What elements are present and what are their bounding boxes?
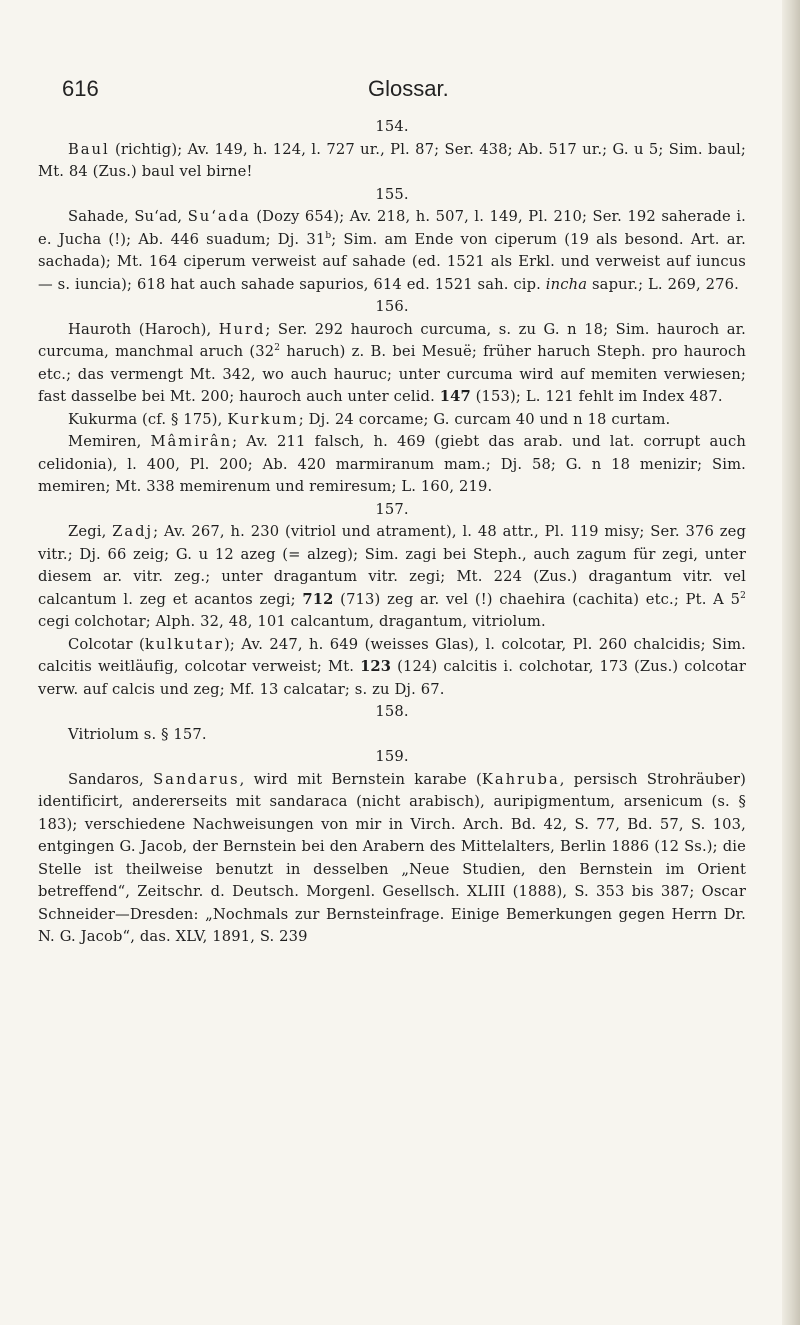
entry-text: Colcotar ( [68,635,145,653]
page-edge-shadow [782,0,800,1325]
entry-text: Sandarus [153,770,240,788]
entry-text: Baul [68,140,110,158]
section-number: 157. [375,500,409,518]
entry-text: cegi colchotar; Alph. 32, 48, 101 calcantum, dragantum, vitriolum. [38,613,546,630]
entry-text: ; Dj. 24 corcame; G. curcam 40 und n 18 curtam. [298,410,671,428]
entry-text: Su‘ada [187,208,251,225]
page-number: 616 [62,76,99,101]
entry-text: Kahruba [481,770,560,788]
entry-text: Vitriolum s. § 157. [68,725,207,743]
glossary-entry [38,634,746,702]
entry-text: ; Ser. 292 hauroch curcuma, s. zu G. n 18; Sim. hauroch ar. curcuma, manchmal aruch (32 [38,320,746,360]
running-head: Glossar. [368,76,449,101]
section-number: 155. [375,185,409,203]
entry-text: , persisch Strohräuber) identificirt, andererseits mit sandaraca (nicht arabisch), auripigmentum, arsenicum (s. § 183); verschiedene Nachweisungen von mir in Virch. Arch. Bd. 42, S. 77, Bd. 57, S. 103, entgingen G. Jacob, der Bernstein bei den Arabern des Mittelalters, Berlin 1886 (12 Ss.); die Stelle ist theilweise benutzt in desselben „Neue Studien, den Bernstein im Orient betreffend“, Zeitschr. d. Deutsch. Morgenl. Gesellsch. XLIII (1888), S. 353 bis 387; Oscar Schneider—Dresden: „Nochmals zur Bernsteinfrage. Einige Bemerkungen gegen Herrn Dr. N. G. Jacob“, das. XLV, 1891, S. 239 [38,770,746,945]
section-number: 158. [375,703,409,720]
entry-text: sapur.; L. 269, 276. [587,275,739,293]
entry-text: Sandaros, [68,770,154,788]
glossary-entry [38,431,746,499]
entry-text: , wird mit Bernstein karabe ( [239,770,482,788]
entry-text: Hurd [218,320,266,338]
entry-text: kulkutar [144,635,225,653]
entry-text: Zadj [112,523,154,540]
entry-text: Memiren, [68,433,151,450]
glossary-entry [38,206,746,296]
entry-text: ; Av. 211 falsch, h. 469 (giebt das arab. und lat. corrupt auch celidonia), l. 400, Pl. 200; Ab. 420 marmiranum mam.; Dj. 58; G. n 18 menizir; Sim. memiren; Mt. 338 memirenum und remiresum; L. 160, 219. [38,433,746,495]
page-header [62,76,762,108]
entry-text: ); Av. 247, h. 649 (weisses Glas), l. colcotar, Pl. 260 chalcidis; Sim. calcitis weitläufig, colcotar verweist; Mt. [38,635,746,675]
entry-text: ; Av. 267, h. 230 (vitriol und atrament), l. 48 attr., Pl. 119 misy; Ser. 376 zeg vitr.; Dj. 66 zeig; G. u 12 azeg (= alzeg); Sim. zagi bei Steph., auch zagum für zegi, unter diesem ar. vitr. zeg.; unter dragantum vitr. zegi; Mt. 224 (Zus.) dragantum vitr. vel calcantum l. zeg et acantos zegi; [38,523,746,608]
glossary-entry [38,521,746,634]
entry-text: 147 [439,388,471,405]
superscript: 2 [274,343,281,354]
glossary-entry [38,319,746,409]
entry-text: haruch) z. B. bei Mesuë; früher haruch Steph. pro hauroch etc.; das vermengt Mt. 342, wo auch hauruc; unter curcuma wird auf memiten verwiesen; fast dasselbe bei Mt. 200; hauroch auch unter celid. [38,343,746,405]
entry-text: 123 [360,658,392,675]
section-number: 154. [375,118,409,135]
entry-text: (richtig); Av. 149, h. 124, l. 727 ur., Pl. 87; Ser. 438; Ab. 517 ur.; G. u 5; Sim. baul; Mt. 84 (Zus.) baul vel birne! [38,140,746,180]
section-number: 159. [375,748,409,765]
superscript: b [325,230,332,241]
entry-text: Zegi, [68,523,113,540]
entry-text: (Dozy 654); Av. 218, h. 507, l. 149, Pl. 210; Ser. 192 saherade i. e. Jucha (!); Ab. 446 suadum; Dj. 31 [38,208,746,248]
entry-text: ; Sim. am Ende von ciperum (19 als besond. Art. ar. sachada); Mt. 164 ciperum verweist auf sahade (ed. 1521 als Erkl. und verweist auf iuncus — s. iuncia); 618 hat auch sahade sapurios, 614 ed. 1521 sah. cip. [38,230,746,293]
entry-text: incha [545,275,588,293]
entry-text: Hauroth (Haroch), [68,320,219,338]
entry-text: 712 [302,590,334,608]
superscript: 2 [740,590,746,601]
entry-text: Kurkum [227,410,299,428]
entry-text: (713) zeg ar. vel (!) chaehira (cachita) etc.; Pt. A 5 [333,590,741,608]
glossary-entry [38,724,746,747]
entry-text: Kukurma (cf. § 175), [68,410,228,428]
entry-text: Mâmirân [150,433,233,450]
entry-text: (124) calcitis i. colchotar, 173 (Zus.) colcotar verw. auf calcis und zeg; Mf. 13 calcatar; s. zu Dj. 67. [38,658,746,698]
glossary-entry [38,769,746,949]
glossary-text [38,116,746,949]
section-number: 156. [375,298,409,315]
glossary-entry [38,409,746,432]
entry-text: Sahade, Su‘ad, [68,208,188,225]
glossary-entry [38,139,746,184]
entry-text: (153); L. 121 fehlt im Index 487. [470,388,723,405]
